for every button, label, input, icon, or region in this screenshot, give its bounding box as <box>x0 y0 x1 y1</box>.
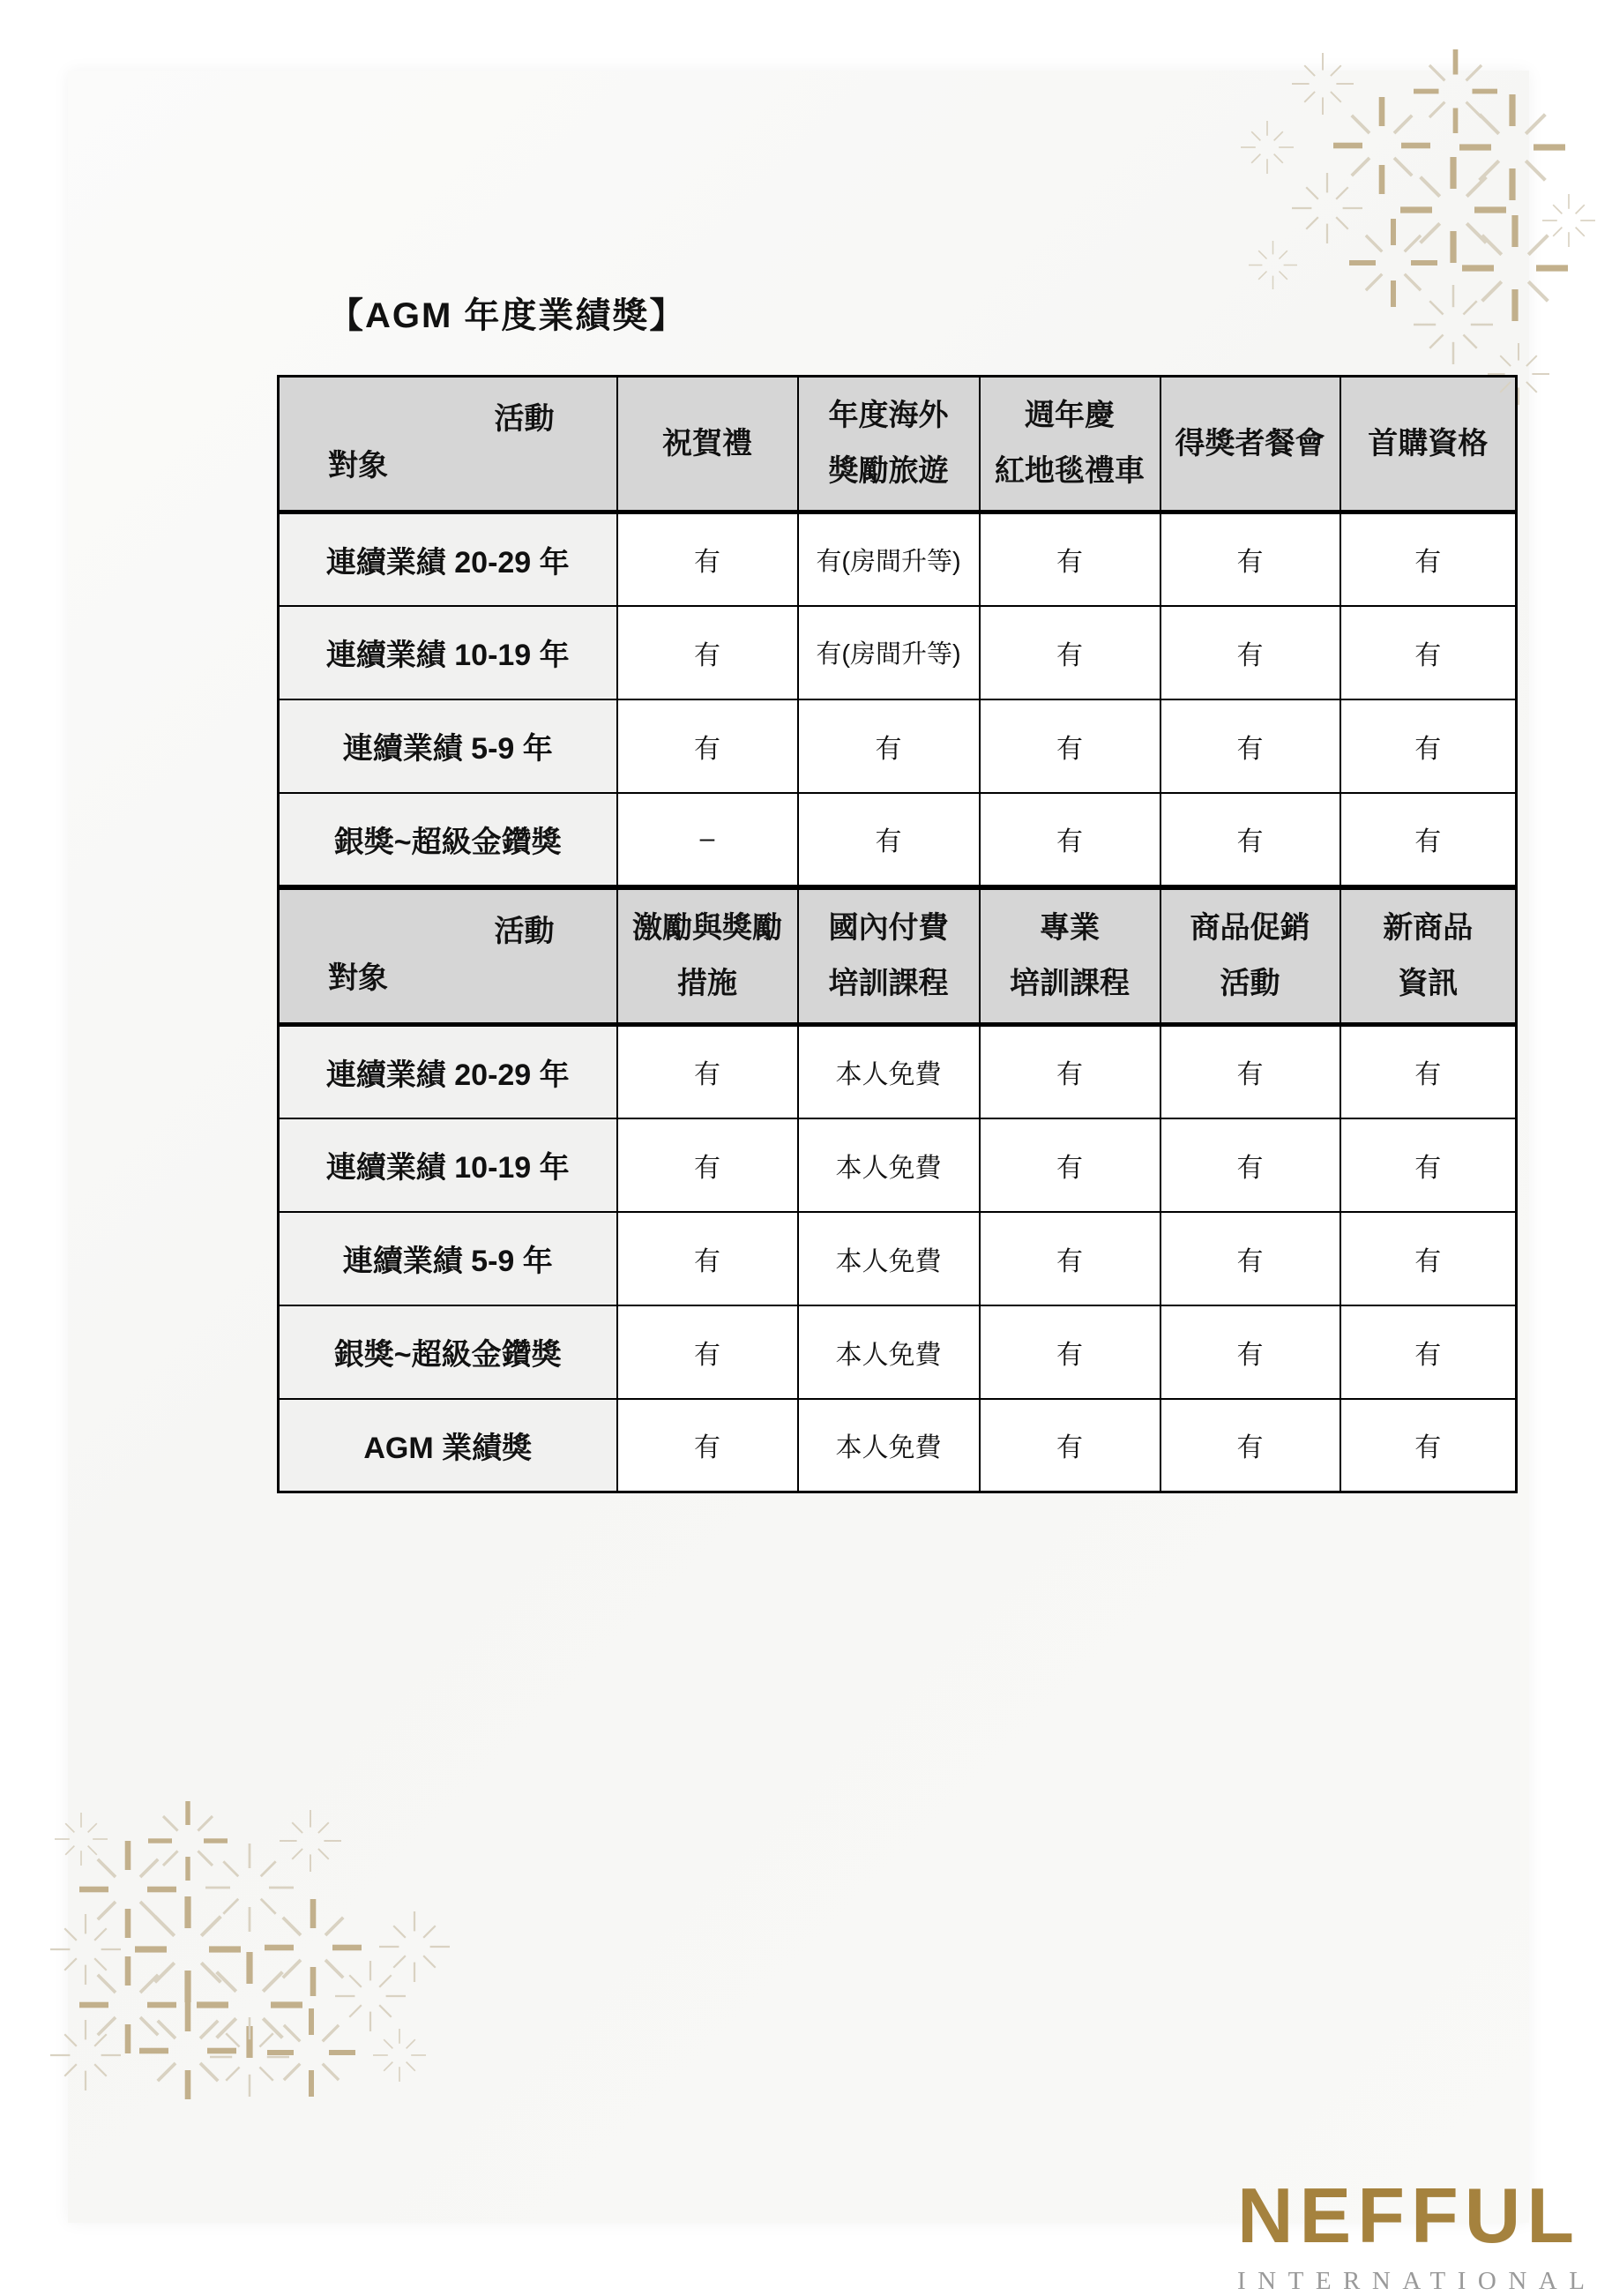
value-cell: 有 <box>617 699 798 793</box>
value-cell: 有 <box>980 1118 1160 1212</box>
sparkle-icon <box>79 1841 176 1938</box>
column-header-line: 培訓課程 <box>828 967 949 1000</box>
column-header-line: 祝賀禮 <box>662 426 752 460</box>
award-table-2 <box>277 886 1518 1493</box>
sparkle-icon <box>280 1810 341 1872</box>
value-cell: 有 <box>980 1399 1160 1492</box>
value-cell: 有 <box>798 699 980 793</box>
column-header <box>1340 377 1517 512</box>
sparkle-icon <box>1241 121 1294 174</box>
table-row <box>279 1399 1517 1492</box>
table-row <box>279 793 1517 886</box>
sparkle-icon <box>50 2020 121 2090</box>
column-header-line: 得獎者餐會 <box>1175 426 1325 460</box>
value-cell: 有 <box>980 699 1160 793</box>
corner-label-target: 對象 <box>328 449 388 483</box>
value-cell: 有 <box>1160 1399 1340 1492</box>
row-label-cell: 銀獎~超級金鑽獎 <box>279 1305 617 1399</box>
sparkle-icon <box>1292 173 1362 243</box>
column-header-line: 商品促銷 <box>1190 911 1310 946</box>
column-header <box>980 377 1160 512</box>
row-label-cell: 銀獎~超級金鑽獎 <box>279 793 617 886</box>
value-cell: 有(房間升等) <box>798 606 980 699</box>
sparkle-icon <box>205 1844 294 1932</box>
value-cell: 有 <box>617 1118 798 1212</box>
value-cell: 有 <box>1160 699 1340 793</box>
value-cell: 有 <box>1160 1025 1340 1118</box>
value-cell: 有 <box>1340 606 1517 699</box>
column-header-line: 新商品 <box>1383 911 1474 946</box>
value-cell: 有 <box>617 606 798 699</box>
value-cell: 有 <box>980 512 1160 606</box>
sparkle-icon <box>1292 53 1354 115</box>
value-cell: 有 <box>1160 606 1340 699</box>
sparkle-icon <box>1414 285 1493 364</box>
value-cell: 有 <box>1340 1305 1517 1399</box>
logo-wordmark: NEFFUL <box>1237 2172 1581 2259</box>
column-header-line: 培訓課程 <box>1010 967 1130 1000</box>
value-cell: 有 <box>1340 793 1517 886</box>
column-header <box>1340 888 1517 1025</box>
column-header <box>1160 377 1340 512</box>
award-table-1 <box>277 375 1518 887</box>
corner-label-activity: 活動 <box>494 915 555 948</box>
column-header-line: 首購資格 <box>1368 426 1489 460</box>
sparkle-icon <box>335 1961 406 2031</box>
sparkle-icon <box>197 1952 302 2058</box>
column-header <box>617 377 798 512</box>
column-header-line: 週年慶 <box>1025 399 1115 433</box>
row-label-cell: 連續業績 5-9 年 <box>279 699 617 793</box>
sparkle-icon <box>267 2008 355 2097</box>
sparkle-icon <box>139 2002 236 2099</box>
corner-header-cell <box>279 888 617 1025</box>
value-cell: 有 <box>617 1305 798 1399</box>
row-label-cell: AGM 業績獎 <box>279 1399 617 1492</box>
value-cell: 有 <box>980 1212 1160 1305</box>
table-row <box>279 1212 1517 1305</box>
column-header-line: 措施 <box>677 967 737 1000</box>
column-header-line: 活動 <box>1220 967 1280 1000</box>
value-cell: 本人免費 <box>798 1025 980 1118</box>
sparkle-icon <box>135 1896 241 2002</box>
sparkle-icon <box>265 1899 362 1996</box>
sparkle-icon <box>1462 215 1568 321</box>
sparkle-icon <box>373 2029 426 2082</box>
corner-label-activity: 活動 <box>494 402 555 436</box>
value-cell: 有 <box>1340 1212 1517 1305</box>
value-cell: 有 <box>980 1305 1160 1399</box>
table-row <box>279 1305 1517 1399</box>
column-header <box>798 377 980 512</box>
value-cell: 有 <box>1340 512 1517 606</box>
value-cell: 有 <box>1340 1118 1517 1212</box>
value-cell: 有 <box>1340 1399 1517 1492</box>
column-header-line: 國內付費 <box>828 911 949 946</box>
value-cell: 有 <box>617 1212 798 1305</box>
value-cell: 本人免費 <box>798 1118 980 1212</box>
sparkle-icon <box>1249 241 1297 289</box>
value-cell: 有 <box>617 512 798 606</box>
table-row <box>279 606 1517 699</box>
row-label-cell: 連續業績 10-19 年 <box>279 1118 617 1212</box>
row-label-cell: 連續業績 5-9 年 <box>279 1212 617 1305</box>
value-cell: 有 <box>617 1025 798 1118</box>
value-cell: 有 <box>1340 699 1517 793</box>
column-header-line: 專業 <box>1040 911 1100 946</box>
sparkle-icon <box>1414 49 1497 133</box>
value-cell: 有 <box>1160 793 1340 886</box>
row-label-cell: 連續業績 20-29 年 <box>279 1025 617 1118</box>
corner-header-cell <box>279 377 617 512</box>
value-cell: 有 <box>980 606 1160 699</box>
table-row <box>279 512 1517 606</box>
sparkle-icon <box>379 1911 450 1982</box>
table-row <box>279 699 1517 793</box>
logo-subtitle: INTERNATIONAL <box>1237 2267 1597 2295</box>
column-header-line: 獎勵旅遊 <box>828 454 949 488</box>
sparkle-icon <box>210 2017 289 2097</box>
value-cell: 本人免費 <box>798 1399 980 1492</box>
value-cell: 有 <box>980 1025 1160 1118</box>
sparkle-icon <box>1459 94 1565 200</box>
sparkle-icon <box>79 1956 176 2053</box>
page-title: 【AGM 年度業績獎】 <box>328 296 687 335</box>
table-row <box>279 1025 1517 1118</box>
document-page <box>68 71 1597 2295</box>
column-header-line: 激勵與獎勵 <box>632 911 782 946</box>
sparkle-icon <box>55 1813 108 1866</box>
column-header-line: 紅地毯禮車 <box>995 454 1145 488</box>
sparkle-icon <box>1400 157 1506 263</box>
row-label-cell: 連續業績 20-29 年 <box>279 512 617 606</box>
column-header <box>617 888 798 1025</box>
value-cell: 有 <box>798 793 980 886</box>
value-cell: 有 <box>617 1399 798 1492</box>
sparkle-icon <box>148 1801 228 1881</box>
sparkle-icon <box>1349 219 1437 307</box>
value-cell: 本人免費 <box>798 1212 980 1305</box>
value-cell: 本人免費 <box>798 1305 980 1399</box>
column-header <box>980 888 1160 1025</box>
row-label-cell: 連續業績 10-19 年 <box>279 606 617 699</box>
column-header <box>798 888 980 1025</box>
value-cell: 有 <box>1160 1212 1340 1305</box>
corner-label-target: 對象 <box>328 961 388 996</box>
sparkle-icon <box>1542 194 1595 247</box>
column-header <box>1160 888 1340 1025</box>
value-cell: 有 <box>980 793 1160 886</box>
value-cell: 有 <box>1160 1305 1340 1399</box>
value-cell: 有 <box>1340 1025 1517 1118</box>
award-tables <box>277 375 1515 1493</box>
value-cell: – <box>617 793 798 886</box>
column-header-line: 年度海外 <box>828 399 949 433</box>
value-cell: 有 <box>1160 512 1340 606</box>
value-cell: 有 <box>1160 1118 1340 1212</box>
sparkle-icon <box>50 1914 121 1985</box>
table-row <box>279 1118 1517 1212</box>
column-header-line: 資訊 <box>1398 967 1459 1000</box>
sparkle-icon <box>1333 97 1430 194</box>
nefful-logo <box>1237 2172 1597 2296</box>
value-cell: 有(房間升等) <box>798 512 980 606</box>
